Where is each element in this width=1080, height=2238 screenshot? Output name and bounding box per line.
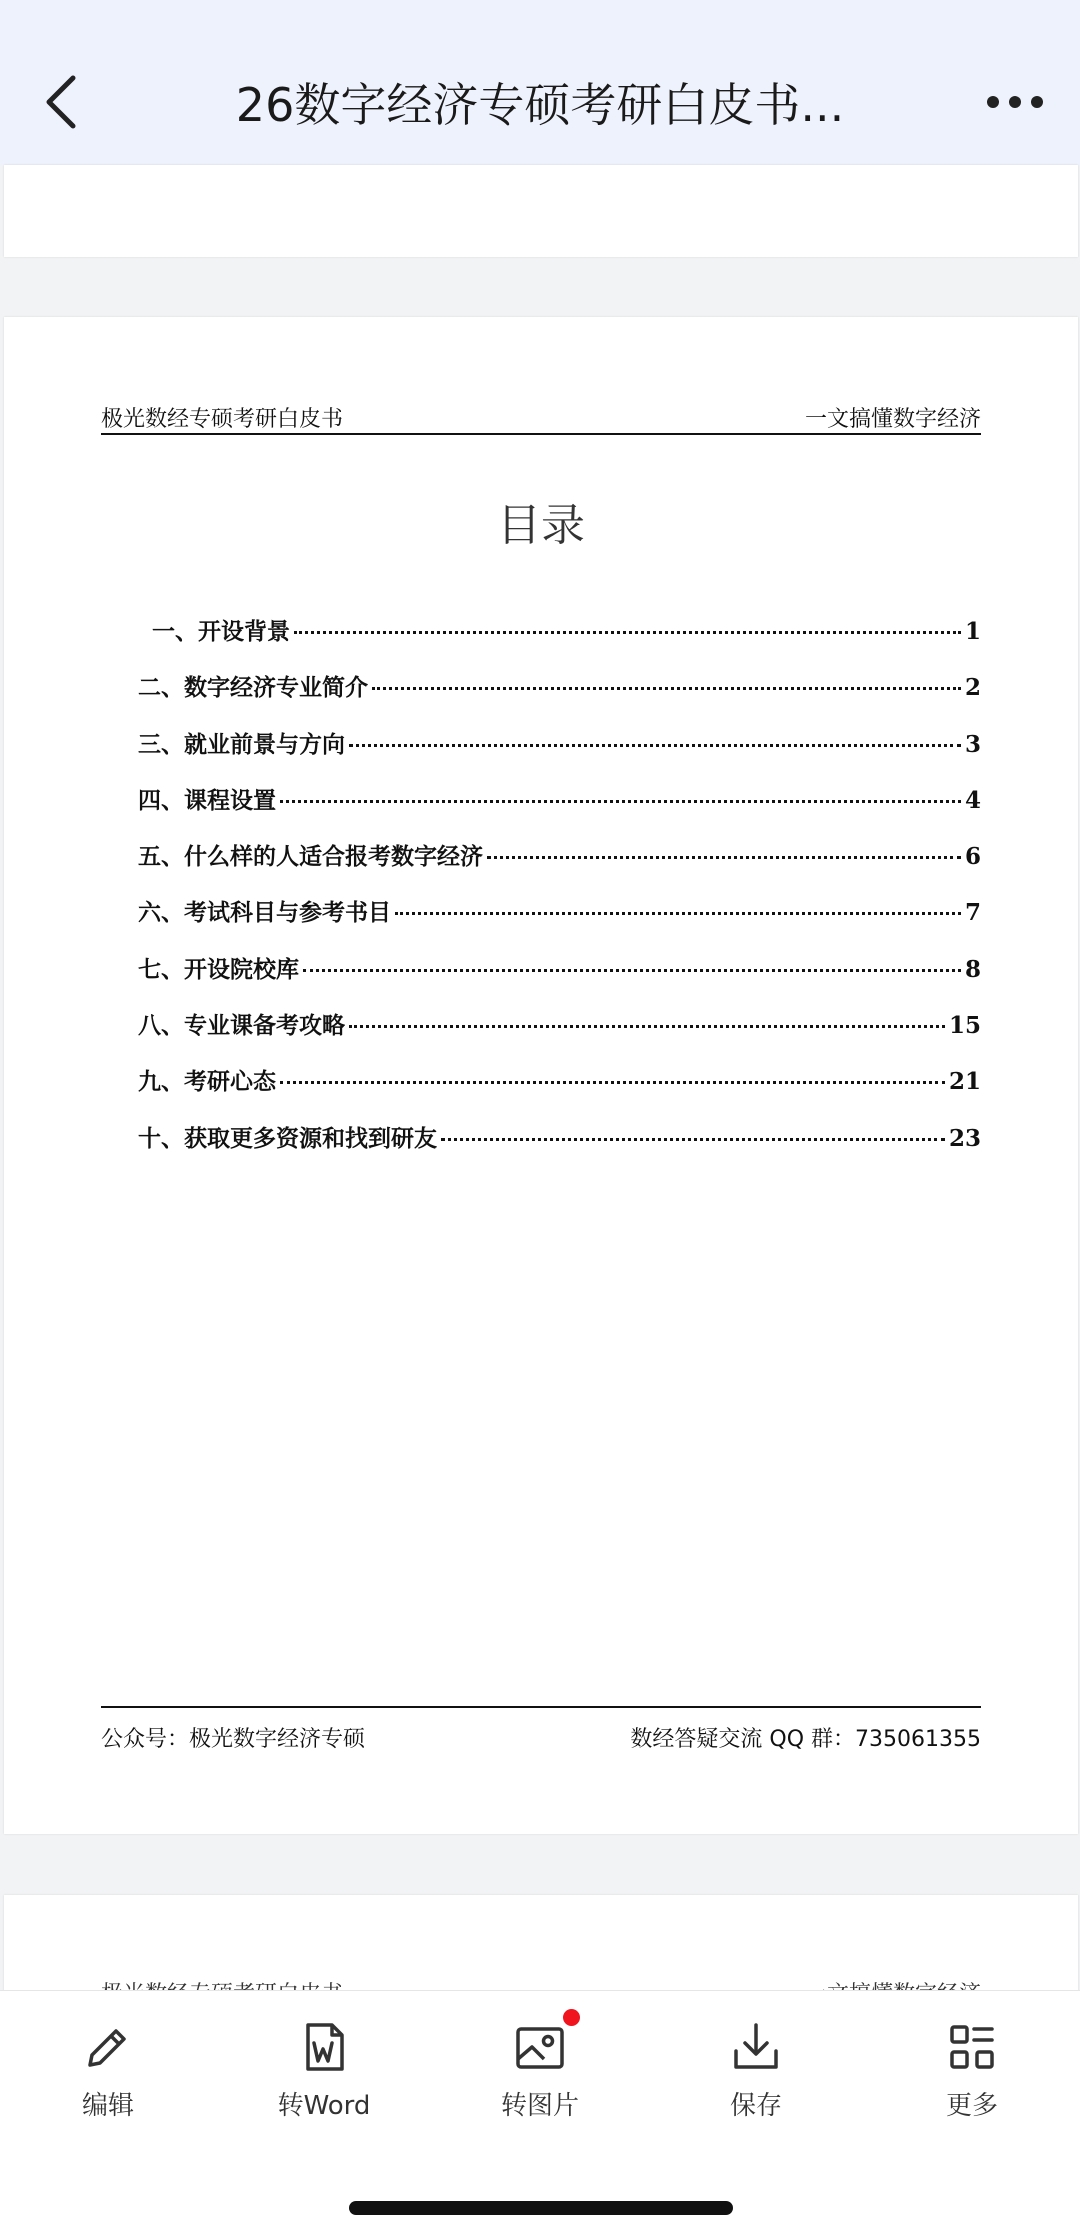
image-icon-wrapper bbox=[512, 2019, 568, 2075]
download-icon bbox=[728, 2019, 784, 2075]
toc-entry-label: 四、课程设置 bbox=[138, 786, 276, 814]
convert-to-word-label: 转Word bbox=[277, 2091, 371, 2121]
home-indicator[interactable] bbox=[349, 2201, 733, 2215]
toc-entry-page: 7 bbox=[964, 899, 981, 927]
back-button[interactable] bbox=[34, 64, 88, 140]
toc-dot-leader bbox=[487, 856, 961, 859]
toc-entry-page: 2 bbox=[964, 674, 981, 702]
document-page bbox=[4, 317, 1078, 1834]
edit-button[interactable] bbox=[18, 2019, 198, 2129]
toc-entry-label: 七、开设院校库 bbox=[138, 955, 299, 983]
convert-to-image-button[interactable] bbox=[450, 2019, 630, 2129]
page-header-left: 极光数经专硕考研白皮书 bbox=[101, 407, 344, 432]
toc-dot-leader bbox=[280, 800, 961, 803]
toc-dot-leader bbox=[280, 1081, 945, 1084]
toc-entry[interactable] bbox=[138, 1007, 981, 1063]
save-button[interactable] bbox=[666, 2019, 846, 2129]
toc-entry[interactable] bbox=[138, 951, 981, 1007]
bottom-toolbar bbox=[0, 1990, 1080, 2238]
toc-entry[interactable] bbox=[138, 669, 981, 725]
toc-entry-page: 6 bbox=[964, 843, 981, 871]
grid-more-icon bbox=[944, 2019, 1000, 2075]
more-options-label: 更多 bbox=[945, 2091, 998, 2121]
toc-entry[interactable] bbox=[138, 838, 981, 894]
toc-entry-page: 15 bbox=[948, 1012, 981, 1040]
toc-entry-label: 三、就业前景与方向 bbox=[138, 730, 345, 758]
toc-dot-leader bbox=[395, 912, 961, 915]
more-horizontal-icon bbox=[985, 94, 1045, 110]
toc-entry-label: 二、数字经济专业简介 bbox=[138, 674, 368, 702]
header-divider bbox=[101, 433, 981, 435]
edit-label: 编辑 bbox=[81, 2091, 134, 2121]
toc-entry[interactable] bbox=[138, 726, 981, 782]
pencil-icon bbox=[80, 2019, 136, 2075]
toc-dot-leader bbox=[303, 969, 961, 972]
convert-to-word-button[interactable] bbox=[234, 2019, 414, 2129]
toc-dot-leader bbox=[372, 687, 961, 690]
toc-entry-label: 一、开设背景 bbox=[152, 618, 290, 645]
chevron-left-icon bbox=[43, 74, 79, 130]
toc-entry-label: 五、什么样的人适合报考数字经济 bbox=[138, 843, 483, 871]
toc-entry-label: 九、考研心态 bbox=[138, 1068, 276, 1096]
page-header-right: 一文搞懂数字经济 bbox=[804, 407, 981, 432]
toc-dot-leader bbox=[349, 744, 961, 747]
more-options-button[interactable] bbox=[882, 2019, 1062, 2129]
toc-dot-leader bbox=[349, 1025, 945, 1028]
toc-entry-page: 3 bbox=[964, 730, 981, 758]
toc-entry-page: 23 bbox=[948, 1124, 981, 1152]
footer-divider bbox=[101, 1706, 981, 1708]
toc-entry-page: 8 bbox=[964, 955, 981, 983]
save-label: 保存 bbox=[729, 2091, 782, 2121]
page-footer-right: 数经答疑交流 QQ 群：735061355 bbox=[630, 1727, 981, 1752]
toc-entry-page: 4 bbox=[964, 786, 981, 814]
toc-entry[interactable] bbox=[138, 613, 981, 669]
toc-entry-label: 八、专业课备考攻略 bbox=[138, 1012, 345, 1040]
toc-entry[interactable] bbox=[138, 1063, 981, 1119]
page-footer-left: 公众号：极光数字经济专硕 bbox=[101, 1727, 366, 1752]
convert-to-image-label: 转图片 bbox=[500, 2091, 579, 2121]
toc-entry[interactable] bbox=[138, 782, 981, 838]
top-navigation-bar bbox=[0, 0, 1080, 165]
toc-entry-page: 21 bbox=[948, 1068, 981, 1096]
toc-dot-leader bbox=[441, 1138, 945, 1141]
notification-badge bbox=[563, 2009, 580, 2026]
toc-dot-leader bbox=[294, 631, 961, 634]
word-document-icon bbox=[296, 2019, 352, 2075]
toc-entry[interactable] bbox=[138, 1120, 981, 1176]
image-icon bbox=[512, 2019, 568, 2075]
toc-entry-label: 十、获取更多资源和找到研友 bbox=[138, 1124, 437, 1152]
toc-title: 目录 bbox=[497, 500, 585, 551]
toc-entry-label: 六、考试科目与参考书目 bbox=[138, 899, 391, 927]
document-page-previous bbox=[4, 165, 1078, 257]
more-button[interactable] bbox=[980, 84, 1050, 120]
toc-entry[interactable] bbox=[138, 894, 981, 950]
toc-list bbox=[138, 613, 981, 1176]
toc-entry-page: 1 bbox=[964, 618, 981, 645]
document-title: 26数字经济专硕考研白皮书... bbox=[235, 78, 845, 132]
